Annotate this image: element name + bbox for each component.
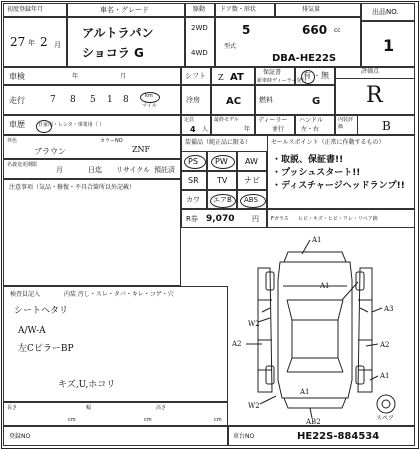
equip-leather: カワ [186,196,200,204]
equip-aw: AW [245,157,258,166]
handwritten-note-3: 左CピラーBP [18,344,74,354]
sales-point-heading: セールスポイント（正常に作動するもの） [271,139,385,146]
width-unit: cm [144,417,152,423]
car-outline [246,240,395,418]
height-unit: cm [214,417,222,423]
reg-year-unit: 年 [28,39,35,47]
inspection-year-unit: 年 [72,73,79,80]
mileage-digit-1: 7 [50,95,56,105]
door-label: ドア数・形状 [220,6,256,13]
reg-no-cell [3,426,228,446]
glass-options: ヒビ・キズ・ヒビ・ワレ・リペア跡 [298,216,378,222]
dealer-label: ディーラー [258,117,288,124]
equip-tv: TV [217,176,228,185]
damage-mark-9: A1 [300,388,310,396]
recycle-label: リサイクル [116,166,151,174]
notes-label: 注意事項（気品・修復・不具合箇所以外記載） [9,184,136,191]
warranty-yes: 有 [303,71,311,80]
lot-label: 出品NO. [372,8,399,16]
equipment-heading: 装備品（純正品に限る） [185,139,252,146]
handwritten-note-1: シートヘタリ [14,306,69,316]
car-grade: ショコラ G [82,46,144,60]
mileage-digit-4: 1 [107,95,113,105]
last-model-value: 年 [244,126,251,133]
dealer-value: 並行 [272,126,285,133]
mileage-digit-3: 5 [90,95,96,105]
recycle-fee-label: R券 [186,215,198,223]
reg-year: 27 [10,35,26,49]
warranty-sub: 新車時ディーラー発行 [257,78,307,84]
exterior-value: ブラウン [34,147,66,156]
damage-mark-2: A1 [320,282,330,290]
mileage-unit-alt: マイル [142,103,157,109]
handwritten-note-2: A/W-A [18,326,46,336]
mileage-unit: km [145,93,153,99]
color-no-label: カラーNO [100,138,123,144]
chassis-label: 車台NO [233,433,255,440]
mileage-digit-2: 8 [70,95,76,105]
chassis-cell [228,426,415,446]
displacement-value: 660 [302,23,328,37]
drive-2wd: 2WD [191,24,208,32]
glass-label: Fガラス [271,216,289,222]
height-label: 高さ [156,405,167,411]
damage-mark-1: A1 [312,236,322,244]
deadline-day: 日迄 [88,166,102,174]
reg-no-label: 登録NO [9,433,31,440]
model-label: 型式 [224,43,237,50]
damage-mark-4: A2 [380,341,390,349]
capacity-unit: 人 [202,126,209,133]
handle-label: ハンドル [299,117,324,124]
damage-mark-6: A2 [232,340,242,348]
drive-4wd: 4WD [191,49,208,57]
recycle-fee: 9,070 [206,214,235,224]
displacement-unit: cc [334,27,341,34]
shift-prefix: Z [218,73,224,82]
reg-month-unit: 月 [54,41,61,49]
damage-mark-8: W2 [248,402,260,410]
warranty-label: 保証書 [263,69,282,76]
sales-point-line-3: ・ディスチャージヘッドランプ!! [272,181,405,191]
handle-value: 左・右 [301,126,320,133]
chassis-no: HE22S-884534 [297,431,380,442]
last-model-label: 最終モデル [214,117,239,123]
dimensions-cell [3,402,228,426]
displacement-label: 排気量 [302,6,321,13]
sales-point-line-1: ・取説、保証書!! [272,155,344,165]
equip-navi: ナビ [244,176,260,185]
score-value: R [366,83,383,108]
recycle-fee-unit: 円 [252,215,259,223]
damage-mark-10: AB2 [306,418,321,426]
first-reg-label: 初度登録年月 [7,6,44,13]
interior-label: 内装評価 [338,117,354,130]
color-no-value: ZNF [132,145,151,154]
name-grade-label: 車名・グレード [100,6,149,14]
name-change-label: 名義変更期限 [7,162,38,168]
handwritten-note-4: キズ,U,ホコリ [58,380,116,390]
warranty-value-cell: 有 ・ 無 [295,67,335,85]
equip-abs: ABS [244,196,258,204]
capacity-value: 4 [190,125,196,134]
history-options: 自家用・レンタ・事業用（ ） [38,122,105,128]
deadline-month: 月 [56,166,63,174]
car-name: アルトラパン [82,26,154,40]
sales-point-line-2: ・プッシュスタート!! [272,168,361,178]
spare-label: スペア [376,415,395,422]
length-label: 長さ [7,405,18,411]
ac-label: 冷房 [186,96,200,104]
damage-mark-5: W2 [248,320,260,328]
recycle-value: 預託済 [154,166,175,174]
equip-ps: PS [188,157,198,166]
mileage-digit-5: 8 [123,95,129,105]
damage-mark-3: A3 [384,305,394,313]
shift-value: AT [230,72,244,83]
mileage-label: 走行 [9,96,25,105]
inspection-label: 車検 [9,72,25,81]
score-label: 評価点 [361,68,380,75]
shift-label: シフト [185,72,206,80]
width-label: 幅 [86,405,92,411]
exterior-label: 外色 [7,138,18,144]
inspection-month-unit: 月 [120,73,127,80]
inspector-label: 検査員記入 [10,291,41,298]
interior-value: B [382,119,391,133]
fuel-value: G [312,96,321,107]
length-unit: cm [68,417,76,423]
history-label: 車歴 [9,120,25,129]
equip-pw: PW [215,157,228,166]
fuel-label: 燃料 [259,96,273,104]
reg-month: 2 [40,35,48,49]
damage-mark-7: A1 [380,372,390,380]
warranty-no: 無 [321,71,329,80]
equip-sr: SR [188,176,199,185]
equip-airbag: エアB [213,196,232,204]
lot-number: 1 [383,36,395,55]
inspector-interior-note: 内装 汚し・スレ・タバ・キレ・コゲ・穴 [64,291,174,298]
ac-value: AC [226,96,242,107]
model-code: DBA-HE22S [272,53,337,64]
door-count: 5 [242,23,251,37]
drive-label: 駆動 [193,6,206,13]
capacity-label: 定員 [184,117,195,123]
